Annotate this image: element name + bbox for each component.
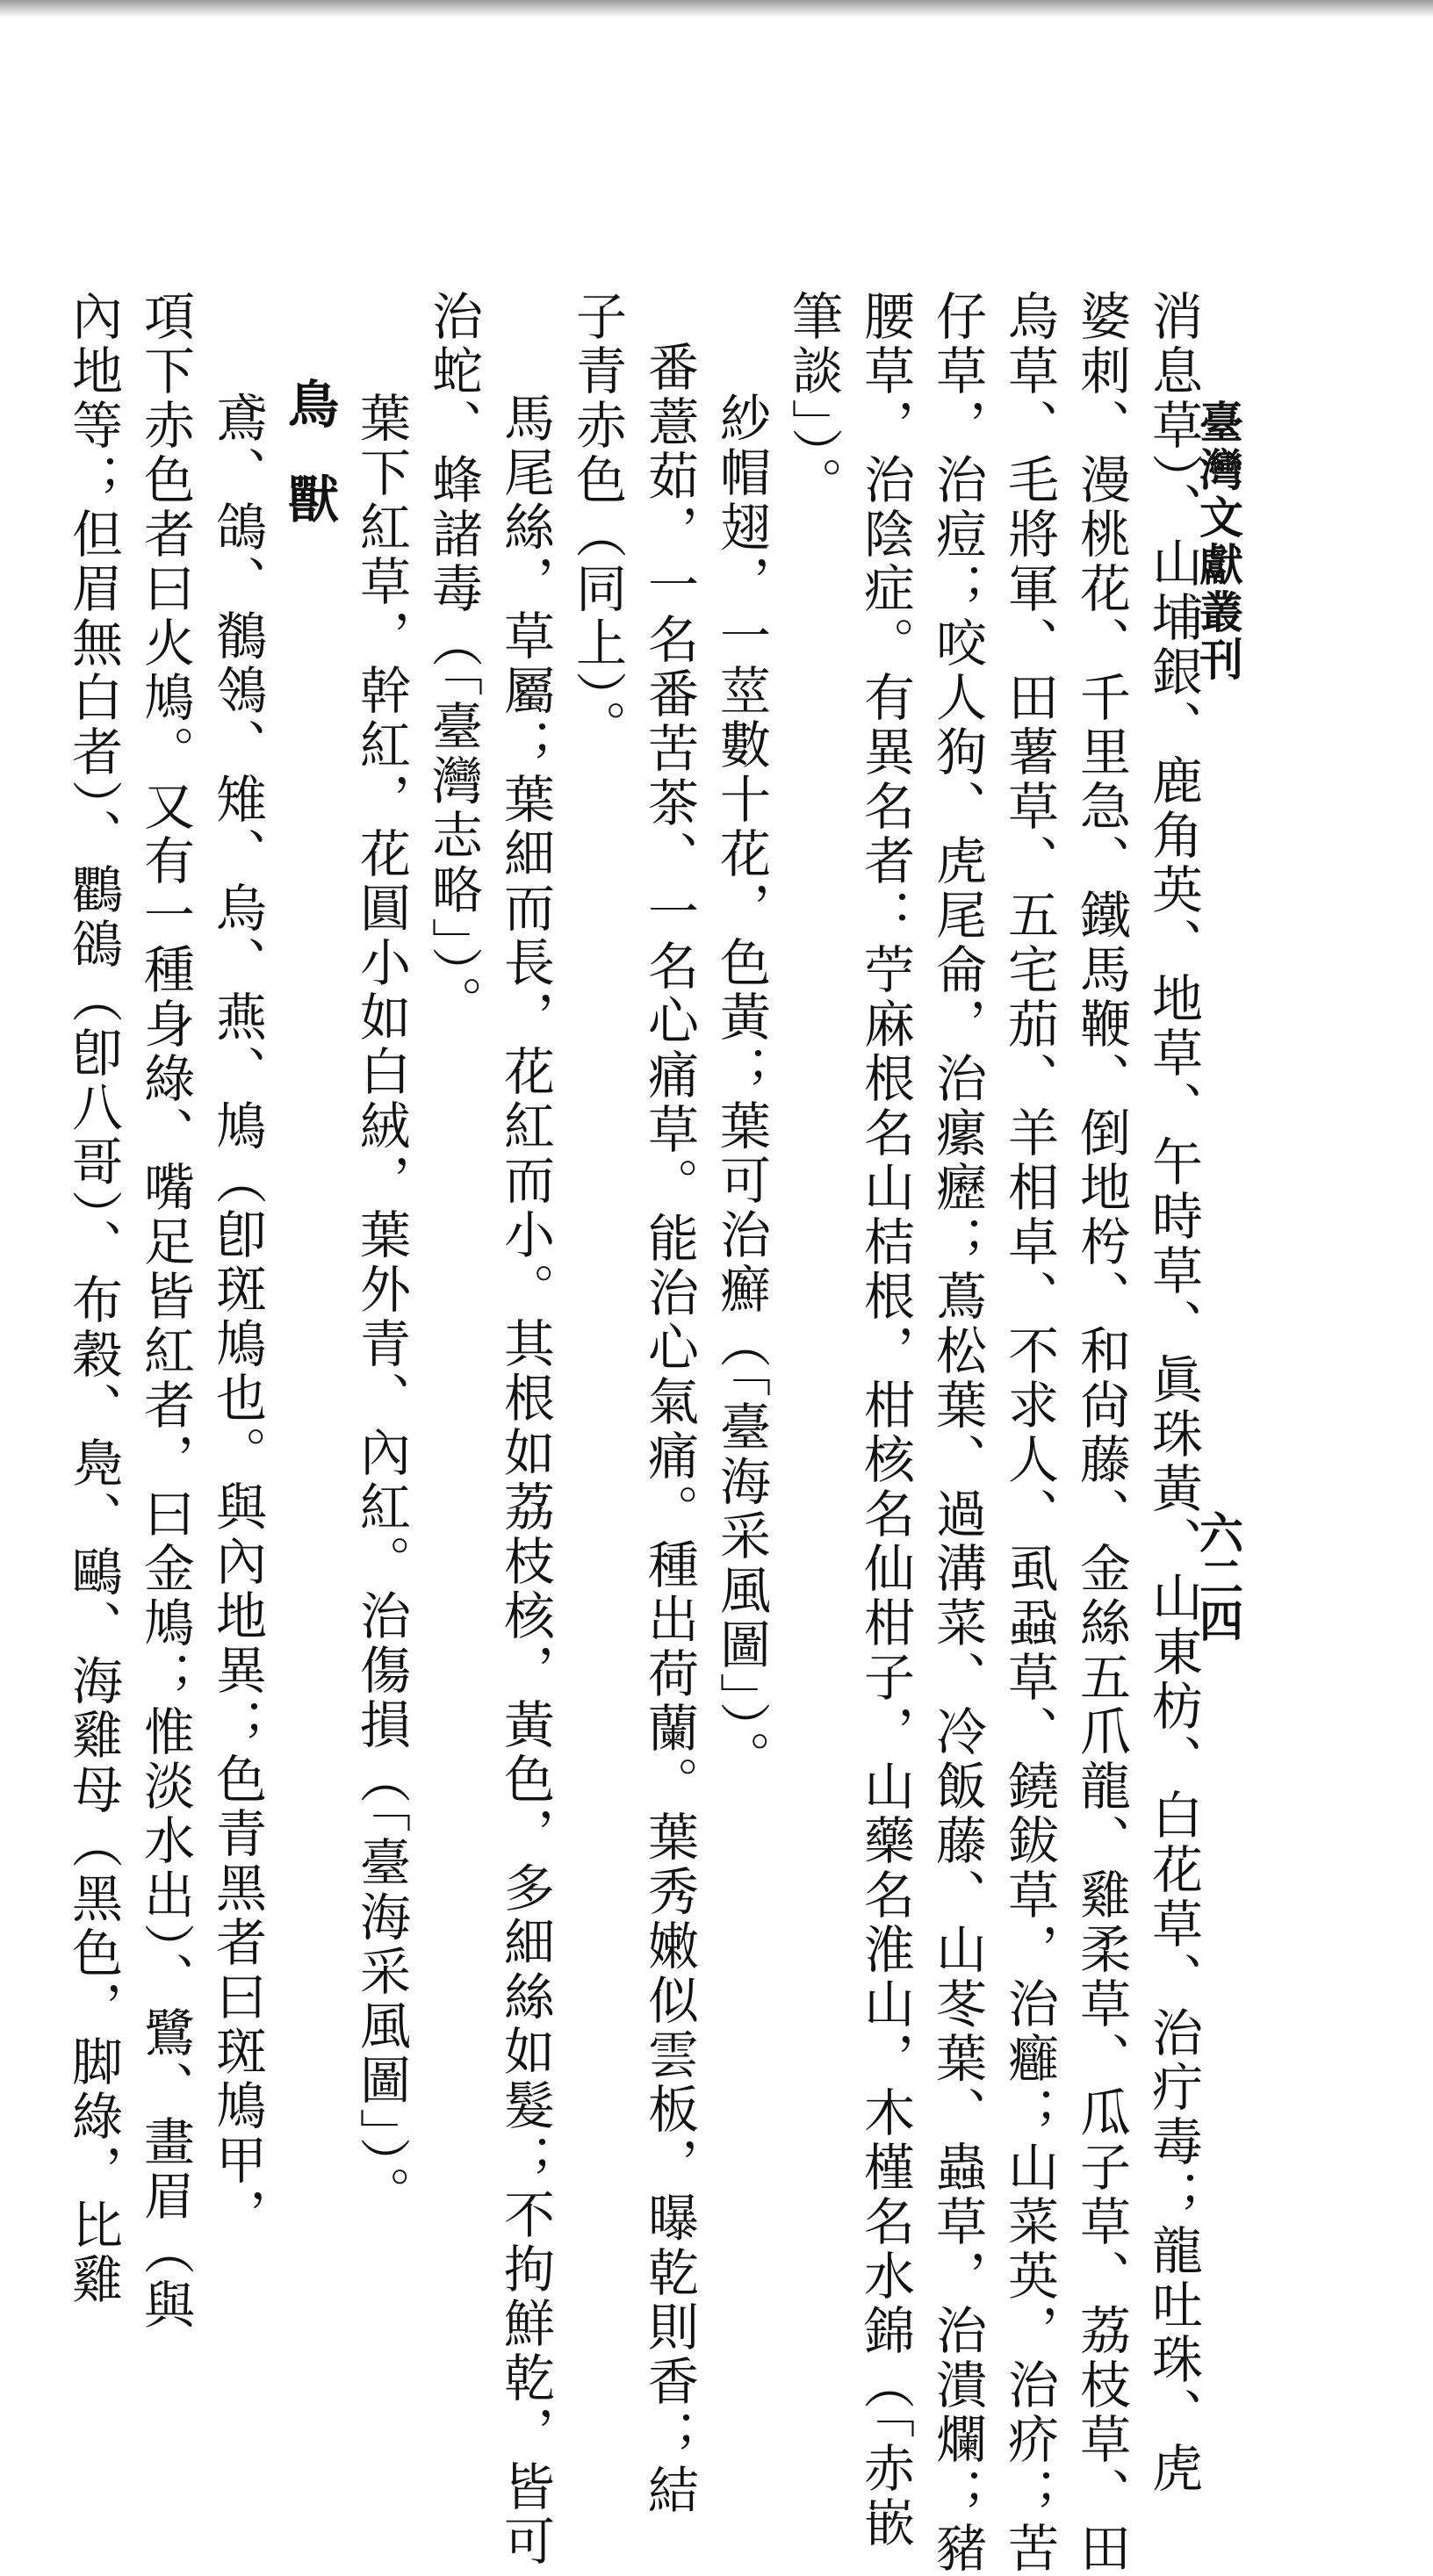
running-header-title: 臺灣文獻叢刊	[1192, 399, 1244, 684]
page-number: 六二四	[1192, 1510, 1244, 1642]
text-line-entry-start: 紗帽翅，一莖數十花，色黃；葉可治癬（「臺海采風圖」）。	[711, 392, 771, 1785]
text-line: 消息草）、山埔銀、鹿角英、地草、午時草、眞珠黃、山東枋、白花草、治疔毒；龍吐珠、虎	[1143, 290, 1203, 2496]
scan-edge	[0, 0, 1433, 18]
text-line: 項下赤色者曰火鳩。又有一種身綠、嘴足皆紅者，曰金鳩；惟淡水出）、鷺、畫眉（與	[135, 290, 195, 2333]
text-line: 番薏茹，一名番苦茶、一名心痛草。能治心氣痛。種出荷蘭。葉秀嫩似雲板，曝乾則香；結	[639, 341, 699, 2518]
text-line: 子青赤色（同上）。	[567, 290, 627, 754]
text-line: 筆談」）。	[783, 290, 843, 511]
text-line-entry-start: 鳶、鴿、鶺鴒、雉、烏、燕、鳩（卽斑鳩也。與內地異；色青黑者曰斑鳩甲，	[207, 392, 267, 2242]
text-line: 內地等；但眉無白者）、鸜鵒（卽八哥）、布穀、鳧、鷗、海雞母（黑色，脚綠，比雞	[63, 290, 123, 2307]
text-line: 烏草、毛將軍、田薯草、五宅茄、羊相卓、不求人、虱蝨草、鐃鈸草，治癰；山菜英，治疥；苦	[999, 290, 1059, 2576]
section-heading: 鳥獸	[279, 378, 339, 567]
text-line-entry-start: 葉下紅草，幹紅，花圓小如白絨，葉外青、內紅。治傷損（「臺海采風圖」）。	[351, 392, 411, 2220]
body-text	[57, 290, 1209, 2576]
text-line: 婆刺、漫桃花、千里急、鐵馬鞭、倒地枍、和尙藤、金絲五爪龍、雞柔草、瓜子草、荔枝草、田	[1071, 290, 1131, 2576]
text-line: 腰草，治陰症。有異名者：苧麻根名山桔根，柑核名仙柑子，山藥名淮山，木槿名水錦（「赤嵌	[855, 290, 915, 2551]
text-line: 仔草，治痘；咬人狗、虎尾侖，治瘰癧；蔦松葉、過溝菜、冷飯藤、山苳葉、蟲草，治潰爛；豬	[927, 290, 987, 2576]
text-line: 治蛇、蜂諸毒（「臺灣志略」）。	[423, 290, 483, 1030]
text-line-entry-start: 馬尾絲，草屬；葉細而長，花紅而小。其根如荔枝核，黃色，多細絲如髮；不拘鮮乾，皆可	[495, 392, 555, 2569]
